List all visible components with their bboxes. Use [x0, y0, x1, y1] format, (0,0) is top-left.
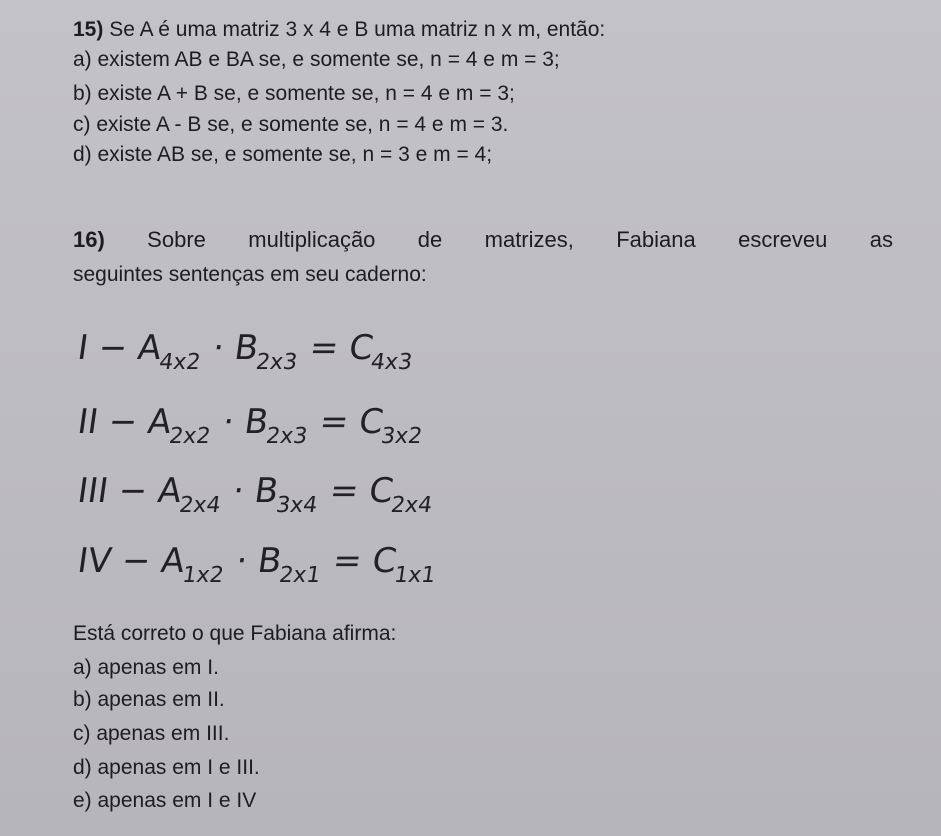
matrix-c: C	[366, 471, 396, 511]
q16-stem-text: Sobre multiplicação de matrizes, Fabiana escreveu as	[147, 227, 893, 252]
q15-number: 15)	[73, 18, 104, 41]
q16-option-e: e) apenas em I e IV	[73, 789, 257, 812]
statement-ii	[73, 402, 427, 457]
matrix-b-dim: 2x1	[277, 563, 323, 588]
statement-iv	[73, 541, 440, 596]
dash-symbol: −	[95, 328, 131, 368]
statement-numeral: II	[75, 402, 101, 442]
matrix-c-dim: 1x1	[392, 563, 438, 588]
matrix-a-dim: 2x2	[167, 424, 213, 449]
matrix-c: C	[356, 402, 386, 442]
q16-stem-line2: seguintes sentenças em seu caderno:	[73, 263, 427, 286]
q16-option-c: c) apenas em III.	[73, 722, 230, 745]
matrix-b: B	[255, 541, 285, 581]
matrix-b: B	[231, 328, 261, 368]
dot-symbol: ·	[230, 471, 247, 511]
dot-symbol: ·	[210, 328, 227, 368]
statement-i	[73, 328, 417, 383]
q15-option-c: c) existe A - B se, e somente se, n = 4 e m = 3.	[73, 113, 509, 136]
matrix-b: B	[242, 402, 271, 442]
statement-numeral: III	[75, 471, 111, 511]
q16-option-b: b) apenas em II.	[73, 688, 225, 711]
q16-number: 16)	[73, 227, 105, 252]
equals-symbol: =	[307, 328, 342, 368]
dash-symbol: −	[116, 471, 151, 511]
matrix-a: A	[158, 541, 188, 581]
matrix-a-dim: 2x4	[177, 493, 223, 518]
statement-iii	[73, 471, 437, 526]
matrix-a-dim: 1x2	[180, 563, 226, 588]
matrix-c-dim: 2x4	[389, 493, 434, 518]
matrix-a: A	[145, 402, 175, 442]
equals-symbol: =	[317, 402, 352, 442]
statement-numeral: I	[75, 328, 91, 368]
matrix-b-dim: 2x3	[264, 424, 309, 449]
matrix-b-dim: 2x3	[254, 350, 299, 375]
matrix-c-dim: 4x3	[369, 350, 414, 375]
q16-option-d: d) apenas em I e III.	[73, 756, 260, 779]
q15-stem	[73, 18, 605, 42]
q15-option-b: b) existe A + B se, e somente se, n = 4 e m = 3;	[73, 82, 515, 105]
equals-symbol: =	[330, 541, 365, 581]
dot-symbol: ·	[220, 402, 237, 442]
statement-numeral: IV	[75, 541, 115, 581]
q15-option-d: d) existe AB se, e somente se, n = 3 e m = 4;	[73, 143, 493, 166]
q16-option-a: a) apenas em I.	[73, 656, 219, 679]
matrix-a: A	[155, 471, 185, 511]
q15-option-a: a) existem AB e BA se, e somente se, n = 4 e m = 3;	[73, 48, 560, 71]
q16-prompt: Está correto o que Fabiana afirma:	[73, 622, 397, 645]
matrix-c: C	[369, 541, 400, 581]
matrix-a-dim: 4x2	[157, 350, 203, 375]
dot-symbol: ·	[233, 541, 251, 581]
matrix-b-dim: 3x4	[274, 493, 319, 518]
q16-stem-line1	[73, 228, 893, 252]
equals-symbol: =	[327, 471, 362, 511]
dash-symbol: −	[119, 541, 154, 581]
q15-stem-text: Se A é uma matriz 3 x 4 e B uma matriz n x m, então:	[109, 18, 606, 41]
matrix-b: B	[252, 471, 281, 511]
dash-symbol: −	[105, 402, 141, 442]
matrix-c: C	[346, 328, 376, 368]
matrix-c-dim: 3x2	[379, 424, 424, 449]
matrix-a: A	[135, 328, 165, 368]
